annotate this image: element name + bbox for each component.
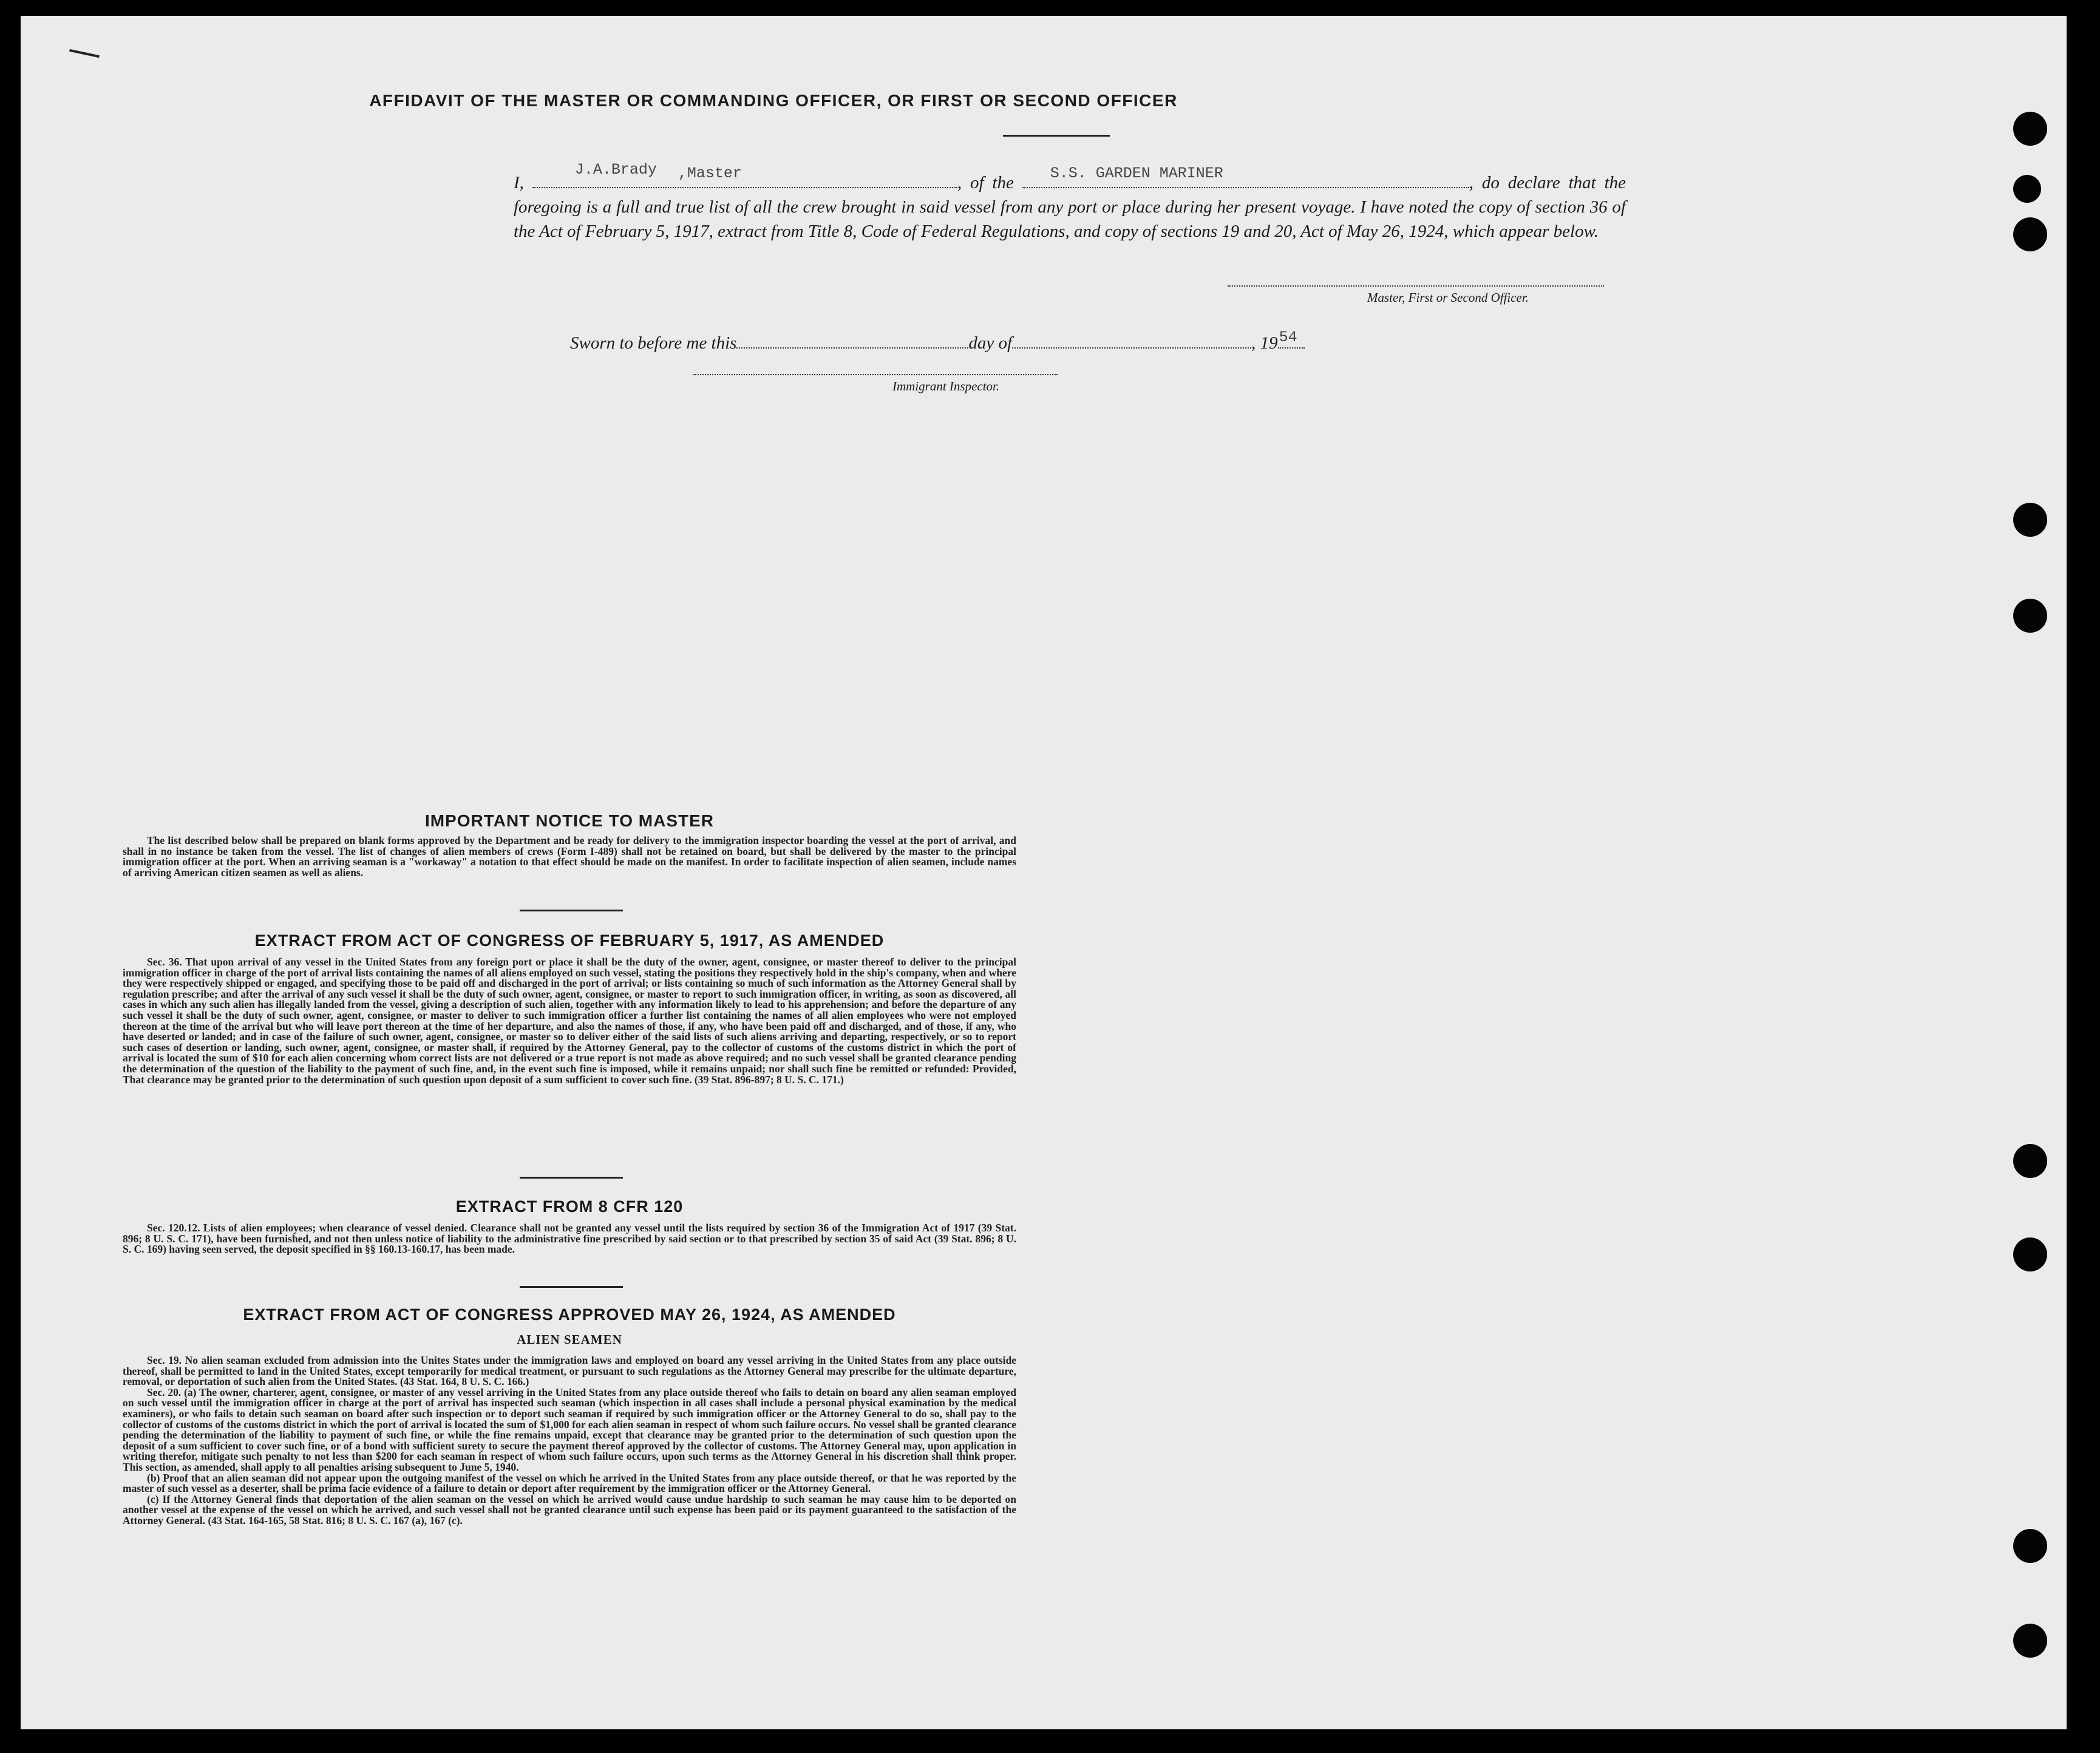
extract-cfr-text: Sec. 120.12. Lists of alien employees; when clearance of vessel denied. Clearance shall not be granted any vessel until the lists required by section 36 of the Immigration Act of 1917 (39 Stat. 896; 8 U. S. C. 171), have been furnished, and not then unless notice of liability to the administrative fine prescribed by said section or to that prescribed by section 35 of said Act (39 Stat. 896; 8 U. S. C. 169) having seen served, the deposit specified in §§ 160.13-160.17, has been made. — [123, 1222, 1016, 1256]
punch-hole — [2013, 217, 2047, 251]
punch-hole — [2013, 503, 2047, 537]
affidavit-declaration: I, J.A.Brady ,Master , of the S.S. GARDEN MARINER , do declare that the foregoing is a full and true list of all the crew brought in said vessel from any port or place during her present voyage. I have noted the copy of section 36 of the Act of February 5, 1917, extract from Title 8, Code of Federal Regulations, and copy of sections 19 and 20, Act of May 26, 1924, which appear below. — [514, 169, 1626, 243]
vessel-typed: S.S. GARDEN MARINER — [1050, 165, 1223, 182]
notice-text: The list described below shall be prepared on blank forms approved by the Department and be ready for delivery to the immigration inspector boarding the vessel at the port of arrival, and shall in no instance be taken from the vessel. The list of changes of alien members of crews (Form I-489) shall not be retained on board, but shall be delivered by the master to the principal immigration officer at the port. When an arriving seaman is a "workaway" a notation to that effect should be made on the manifest. In order to facilitate inspection of alien seamen, include names of arriving American citizen seamen as well as aliens. — [123, 834, 1016, 879]
sworn-month-field — [1012, 329, 1251, 349]
inspector-caption: Immigrant Inspector. — [892, 379, 1000, 393]
punch-hole — [2013, 1144, 2047, 1178]
punch-hole — [2013, 599, 2047, 633]
sworn-year-typed: 54 — [1279, 328, 1297, 346]
inspector-signature-line — [693, 374, 1058, 375]
extract-cfr-title: EXTRACT FROM 8 CFR 120 — [455, 1197, 684, 1216]
pen-mark — [69, 49, 100, 58]
document-page — [21, 16, 2067, 1729]
signature-caption: Master, First or Second Officer. — [1367, 290, 1529, 305]
sworn-day-field — [736, 329, 968, 349]
extract-1924-title: EXTRACT FROM ACT OF CONGRESS APPROVED MAY 26, 1924, AS AMENDED — [243, 1305, 896, 1324]
sworn-line: Sworn to before me this day of , 19 54 — [570, 329, 1305, 353]
notice-title: IMPORTANT NOTICE TO MASTER — [424, 811, 715, 830]
master-name-typed: J.A.Brady — [574, 161, 657, 179]
extract-1917-text: Sec. 36. That upon arrival of any vessel in the United States from any foreign port or place it shall be the duty of the owner, agent, consignee, or master thereof to deliver to the principal immigration officer in charge of the port of arrival lists containing the names of all aliens employed on such vessel, stating the positions they respectively hold in the ship's company, when and where they were respectively shipped or engaged, and specifying those to be paid off and discharged in the port of arrival; or lists containing so much of such information as the Attorney General shall by regulation prescribe; and after the arrival of any such vessel it shall be the duty of such owner, agent, consignee, or master to report to such immigration officer, in writing, as soon as discovered, all cases in which any such alien has illegally landed from the vessel, giving a description of such alien, together with any information likely to lead to his apprehension; and before the departure of any such vessel it shall be the duty of such owner, agent, consignee, or master to deliver to such immigration officer a further list containing the names of all alien employees who were not employed thereon at the time of the arrival but who will leave port thereon at the time of her departure, and also the names of those, if any, who have been paid off and discharged, and of those, if any, who have deserted or landed; and in case of the failure of such owner, agent, consignee, or master so to deliver either of the said lists of such aliens arriving and departing, respectively, or so to report such cases of desertion or landing, such owner, agent, consignee, or master shall, if required by the Attorney General, pay to the collector of customs of the customs district in which the port of arrival is located the sum of $10 for each alien concerning whom correct lists are not delivered or a true report is not made as above required; and no such vessel shall be granted clearance pending the determination of the question of the liability to the payment of such fine, and, in the event such fine is imposed, while it remains unpaid; nor shall such fine be remitted or refunded: Provided, That clearance may be granted prior to the determination of such question upon deposit of a sum sufficient to cover such fine. (39 Stat. 896-897; 8 U. S. C. 171.) — [123, 956, 1016, 1086]
punch-hole — [2013, 1529, 2047, 1563]
vessel-field — [1022, 165, 1469, 188]
section-divider — [520, 1286, 623, 1288]
extract-1917-title: EXTRACT FROM ACT OF CONGRESS OF FEBRUARY 5, 1917, AS AMENDED — [254, 931, 885, 950]
sec-19-paragraph: Sec. 19. No alien seaman excluded from admission into the Unites States under the immigration laws and employed on board any vessel arriving in the United States from any place outside thereof, shall be permitted to land in the United States, except temporarily for medical treatment, or pursuant to such regulations as the Attorney General may prescribe for the ultimate departure, removal, or deportation of such alien from the United States. (43 Stat. 164, 8 U. S. C. 166.) — [123, 1354, 1016, 1388]
section-divider — [520, 1177, 623, 1179]
sec-20c-paragraph: (c) If the Attorney General finds that deportation of the alien seaman on the vessel on which he arrived would cause undue hardship to such seaman he may cause him to be deported on another vessel at the expense of the vessel on which he arrived, and such vessel shall not be granted clearance until such expense has been paid or its payment guaranteed to the satisfaction of the Attorney General. (43 Stat. 164-165, 58 Stat. 816; 8 U. S. C. 167 (a), 167 (c). — [123, 1493, 1016, 1527]
sec-20a-paragraph: Sec. 20. (a) The owner, charterer, agent, consignee, or master of any vessel arriving in the United States from any place outside thereof who fails to detain on board any alien seaman employed on such vessel until the immigration officer in charge at the port of arrival has inspected such seaman (which inspection in all cases shall include a personal physical examination by the medical examiners), or who fails to detain such seaman on board after such inspection or to deport such seaman if required by such immigration officer or the Attorney General to do so, shall pay to the collector of customs of the customs district in which the port of arrival is located the sum of $1,000 for each alien seaman in respect of whom such failure occurs. No vessel shall be granted clearance pending the determination of the liability to payment of such fine, or while the fine remains unpaid, except that clearance may be granted prior to the determination of such question upon the deposit of a sum sufficient to cover such fine, or of a bond with sufficient surety to secure the payment thereof approved by the collector of customs. The Attorney General may, upon application in writing therefor, mitigate such penalty to not less than $200 for each seaman in respect of whom such failure occurs, upon such terms as the Attorney General in his discretion shall think proper. This section, as amended, shall apply to all penalties arising subsequent to June 5, 1940. — [123, 1386, 1016, 1473]
sec-20b-paragraph: (b) Proof that an alien seaman did not appear upon the outgoing manifest of the vessel on which he arrived in the United States from any place outside thereof, or that he was reported by the master of such vessel as a deserter, shall be prima facie evidence of a failure to detain or deport after requirement by the immigration officer or the Attorney General. — [123, 1471, 1016, 1495]
punch-hole — [2013, 1624, 2047, 1658]
extract-1924-text — [123, 1355, 1016, 1527]
master-signature-line — [1228, 285, 1604, 287]
sworn-year-field — [1278, 329, 1305, 349]
title-divider — [1003, 135, 1110, 137]
section-divider — [520, 910, 623, 911]
punch-hole — [2013, 175, 2041, 203]
extract-1924-subtitle: ALIEN SEAMEN — [517, 1332, 622, 1347]
affidavit-title: AFFIDAVIT OF THE MASTER OR COMMANDING OFFICER, OR FIRST OR SECOND OFFICER — [369, 91, 1178, 110]
master-rank-typed: ,Master — [678, 165, 742, 182]
master-name-field — [532, 161, 957, 188]
punch-hole — [2013, 112, 2047, 146]
punch-hole — [2013, 1237, 2047, 1271]
declaration-text: that the foregoing is a full and true list of all the crew brought in said vessel from any port or place during her present voyage. I have noted the copy of section 36 of the Act of February 5, 1917, extract from Title 8, Code of Federal Regulations, and copy of sections 19 and 20, Act of May 26, 1924, which appear below. — [514, 173, 1626, 241]
